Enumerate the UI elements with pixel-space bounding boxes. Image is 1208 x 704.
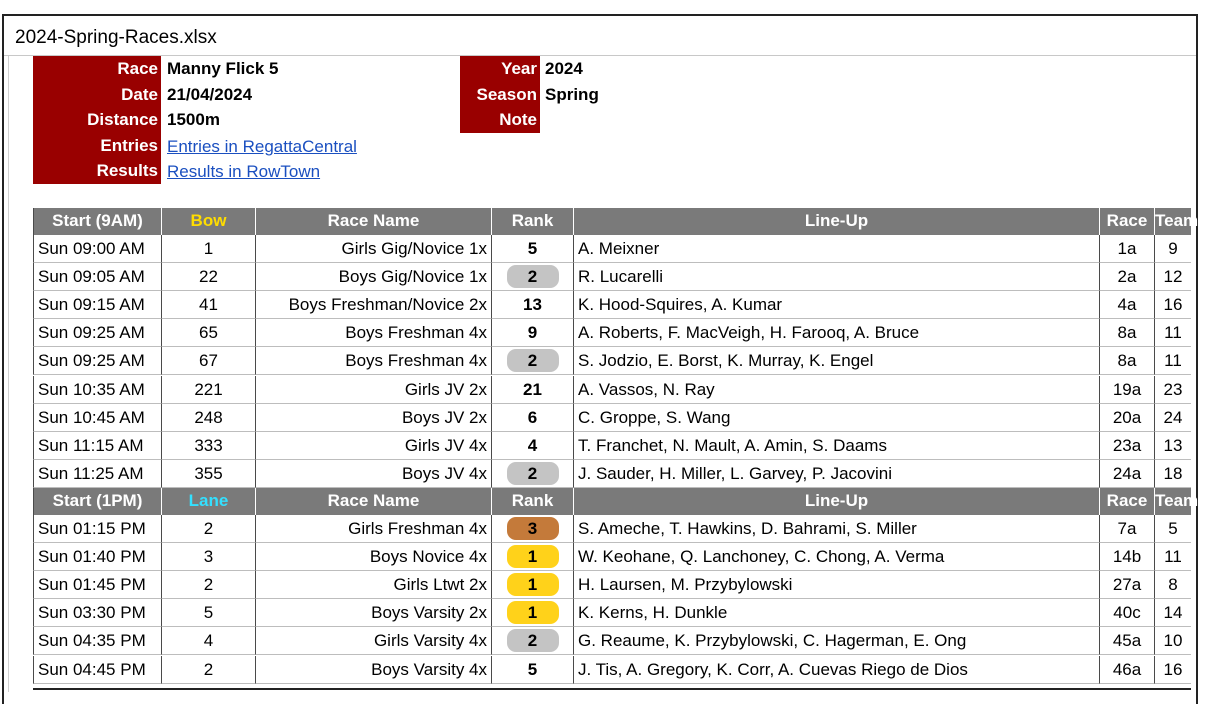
results-label: Results [33,158,161,184]
table-row [33,404,1191,432]
bow-cell: 333 [162,432,256,460]
race-name-cell: Boys Gig/Novice 1x [256,263,492,291]
start-cell: Sun 10:45 AM [33,404,162,432]
race-number-cell: 20a [1100,404,1155,432]
lineup-cell: W. Keohane, Q. Lanchoney, C. Chong, A. Verma [574,543,1100,571]
table-row [33,460,1191,488]
lineup-cell: C. Groppe, S. Wang [574,404,1100,432]
distance-value: 1500m [167,110,220,129]
start-cell: Sun 01:15 PM [33,515,162,543]
lineup-cell: K. Kerns, H. Dunkle [574,599,1100,627]
race-name-cell: Girls Ltwt 2x [256,571,492,599]
lane-cell: 2 [162,515,256,543]
afternoon-header-row [33,488,1208,515]
teams-cell: 10 [1155,627,1191,655]
lineup-cell: S. Jodzio, E. Borst, K. Murray, K. Engel [574,347,1100,375]
race-label: Race [33,56,161,82]
rank-cell [492,571,574,599]
table-row [33,319,1191,347]
bow-cell: 67 [162,347,256,375]
year-value: 2024 [545,59,583,78]
rank-cell [492,515,574,543]
teams-cell: 5 [1155,515,1191,543]
rank-value: 9 [507,321,559,344]
rank-cell [492,599,574,627]
rank-value: 5 [507,237,559,260]
lineup-cell: K. Hood-Squires, A. Kumar [574,291,1100,319]
race-number-cell: 14b [1100,543,1155,571]
table-row [33,432,1191,460]
race-name-cell: Girls JV 4x [256,432,492,460]
rank-cell [492,319,574,347]
teams-cell: 8 [1155,571,1191,599]
file-title: 2024-Spring-Races.xlsx [15,27,217,48]
teams-cell: 13 [1155,432,1191,460]
header-race: Race [1100,208,1155,235]
race-name-cell: Boys Freshman 4x [256,347,492,375]
race-number-cell: 4a [1100,291,1155,319]
rank-cell [492,460,574,488]
teams-cell: 16 [1155,291,1191,319]
start-cell: Sun 09:25 AM [33,347,162,375]
bow-cell: 355 [162,460,256,488]
start-cell: Sun 09:15 AM [33,291,162,319]
race-number-cell: 8a [1100,347,1155,375]
bow-cell: 248 [162,404,256,432]
lane-cell: 5 [162,599,256,627]
lane-cell: 2 [162,571,256,599]
entries-link[interactable]: Entries in RegattaCentral [167,136,357,156]
lineup-cell: J. Sauder, H. Miller, L. Garvey, P. Jacovini [574,460,1100,488]
race-name-cell: Boys JV 4x [256,460,492,488]
header-start: Start (9AM) [33,208,162,235]
table-row [33,599,1191,627]
header-lineup: Line-Up [574,488,1100,515]
lane-cell: 4 [162,627,256,655]
lineup-cell: R. Lucarelli [574,263,1100,291]
race-name-cell: Girls Freshman 4x [256,515,492,543]
start-cell: Sun 04:35 PM [33,627,162,655]
rank-cell [492,235,574,263]
rank-cell [492,263,574,291]
rank-value: 5 [507,658,559,681]
teams-cell: 18 [1155,460,1191,488]
bow-cell: 65 [162,319,256,347]
lineup-cell: G. Reaume, K. Przybylowski, C. Hagerman, E. Ong [574,627,1100,655]
rank-cell [492,656,574,684]
race-name-cell: Boys Freshman 4x [256,319,492,347]
silver-rank-badge: 2 [507,349,559,372]
header-bow: Bow [162,208,256,235]
header-lane: Lane [162,488,256,515]
table-row [33,515,1191,543]
lane-cell: 3 [162,543,256,571]
start-cell: Sun 03:30 PM [33,599,162,627]
table-row [33,291,1191,319]
race-name-cell: Boys JV 2x [256,404,492,432]
teams-cell: 14 [1155,599,1191,627]
season-value: Spring [545,84,599,104]
race-number-cell: 1a [1100,235,1155,263]
silver-rank-badge: 2 [507,462,559,485]
lineup-cell: J. Tis, A. Gregory, K. Corr, A. Cuevas Riego de Dios [574,656,1100,684]
results-link[interactable]: Results in RowTown [167,162,321,181]
teams-cell: 11 [1155,319,1191,347]
lineup-cell: A. Vassos, N. Ray [574,376,1100,404]
race-number-cell: 7a [1100,515,1155,543]
lineup-cell: H. Laursen, M. Przybylowski [574,571,1100,599]
bow-cell: 1 [162,235,256,263]
lineup-cell: S. Ameche, T. Hawkins, D. Bahrami, S. Miller [574,515,1100,543]
race-number-cell: 27a [1100,571,1155,599]
header-race-name: Race Name [256,488,492,515]
rank-cell [492,432,574,460]
race-number-cell: 8a [1100,319,1155,347]
season-label: Season [460,82,540,108]
bow-cell: 41 [162,291,256,319]
race-number-cell: 46a [1100,656,1155,684]
entries-label: Entries [33,133,161,159]
rank-cell [492,543,574,571]
rank-cell [492,376,574,404]
start-cell: Sun 04:45 PM [33,656,162,684]
teams-cell: 11 [1155,543,1191,571]
rank-value: 21 [507,378,559,401]
rank-value: 6 [507,406,559,429]
race-number-cell: 24a [1100,460,1155,488]
race-value: Manny Flick 5 [167,59,279,78]
silver-rank-badge: 2 [507,629,559,652]
rank-value: 13 [507,293,559,316]
teams-cell: 12 [1155,263,1191,291]
table-row [33,347,1191,375]
race-number-cell: 19a [1100,376,1155,404]
lineup-cell: A. Roberts, F. MacVeigh, H. Farooq, A. Bruce [574,319,1100,347]
race-number-cell: 45a [1100,627,1155,655]
silver-rank-badge: 2 [507,265,559,288]
distance-label: Distance [33,107,161,133]
table-bottom-border [33,688,1191,690]
gold-rank-badge: 1 [507,545,559,568]
teams-cell: 24 [1155,404,1191,432]
rank-cell [492,404,574,432]
date-value: 21/04/2024 [167,84,253,104]
header-rank: Rank [492,488,574,515]
header-teams: Teams [1155,208,1191,235]
morning-header-row [33,208,1208,235]
table-row [33,235,1191,263]
gold-rank-badge: 1 [507,601,559,624]
race-number-cell: 40c [1100,599,1155,627]
race-name-cell: Girls Gig/Novice 1x [256,235,492,263]
table-row [33,543,1191,571]
race-name-cell: Girls Varsity 4x [256,627,492,655]
header-start: Start (1PM) [33,488,162,515]
race-name-cell: Boys Varsity 2x [256,599,492,627]
start-cell: Sun 11:25 AM [33,460,162,488]
teams-cell: 9 [1155,235,1191,263]
title-bar [4,16,1196,56]
start-cell: Sun 09:00 AM [33,235,162,263]
date-label: Date [33,82,161,108]
race-name-cell: Boys Freshman/Novice 2x [256,291,492,319]
table-row [33,627,1191,655]
lane-cell: 2 [162,656,256,684]
lineup-cell: T. Franchet, N. Mault, A. Amin, S. Daams [574,432,1100,460]
table-row [33,376,1191,404]
year-label: Year [460,56,540,82]
header-teams: Teams [1155,488,1191,515]
start-cell: Sun 10:35 AM [33,376,162,404]
race-number-cell: 23a [1100,432,1155,460]
race-name-cell: Boys Novice 4x [256,543,492,571]
bow-cell: 22 [162,263,256,291]
header-race: Race [1100,488,1155,515]
rank-cell [492,347,574,375]
start-cell: Sun 01:45 PM [33,571,162,599]
rank-value: 4 [507,434,559,457]
race-name-cell: Boys Varsity 4x [256,656,492,684]
table-row [33,571,1191,599]
lineup-cell: A. Meixner [574,235,1100,263]
start-cell: Sun 11:15 AM [33,432,162,460]
teams-cell: 11 [1155,347,1191,375]
bronze-rank-badge: 3 [507,517,559,540]
table-row [33,263,1191,291]
teams-cell: 16 [1155,656,1191,684]
note-label: Note [460,107,540,133]
table-row [33,656,1191,684]
header-lineup: Line-Up [574,208,1100,235]
gold-rank-badge: 1 [507,573,559,596]
rank-cell [492,627,574,655]
header-race-name: Race Name [256,208,492,235]
start-cell: Sun 09:25 AM [33,319,162,347]
race-name-cell: Girls JV 2x [256,376,492,404]
race-number-cell: 2a [1100,263,1155,291]
rank-cell [492,291,574,319]
left-border [8,56,9,692]
start-cell: Sun 01:40 PM [33,543,162,571]
start-cell: Sun 09:05 AM [33,263,162,291]
teams-cell: 23 [1155,376,1191,404]
bow-cell: 221 [162,376,256,404]
header-rank: Rank [492,208,574,235]
